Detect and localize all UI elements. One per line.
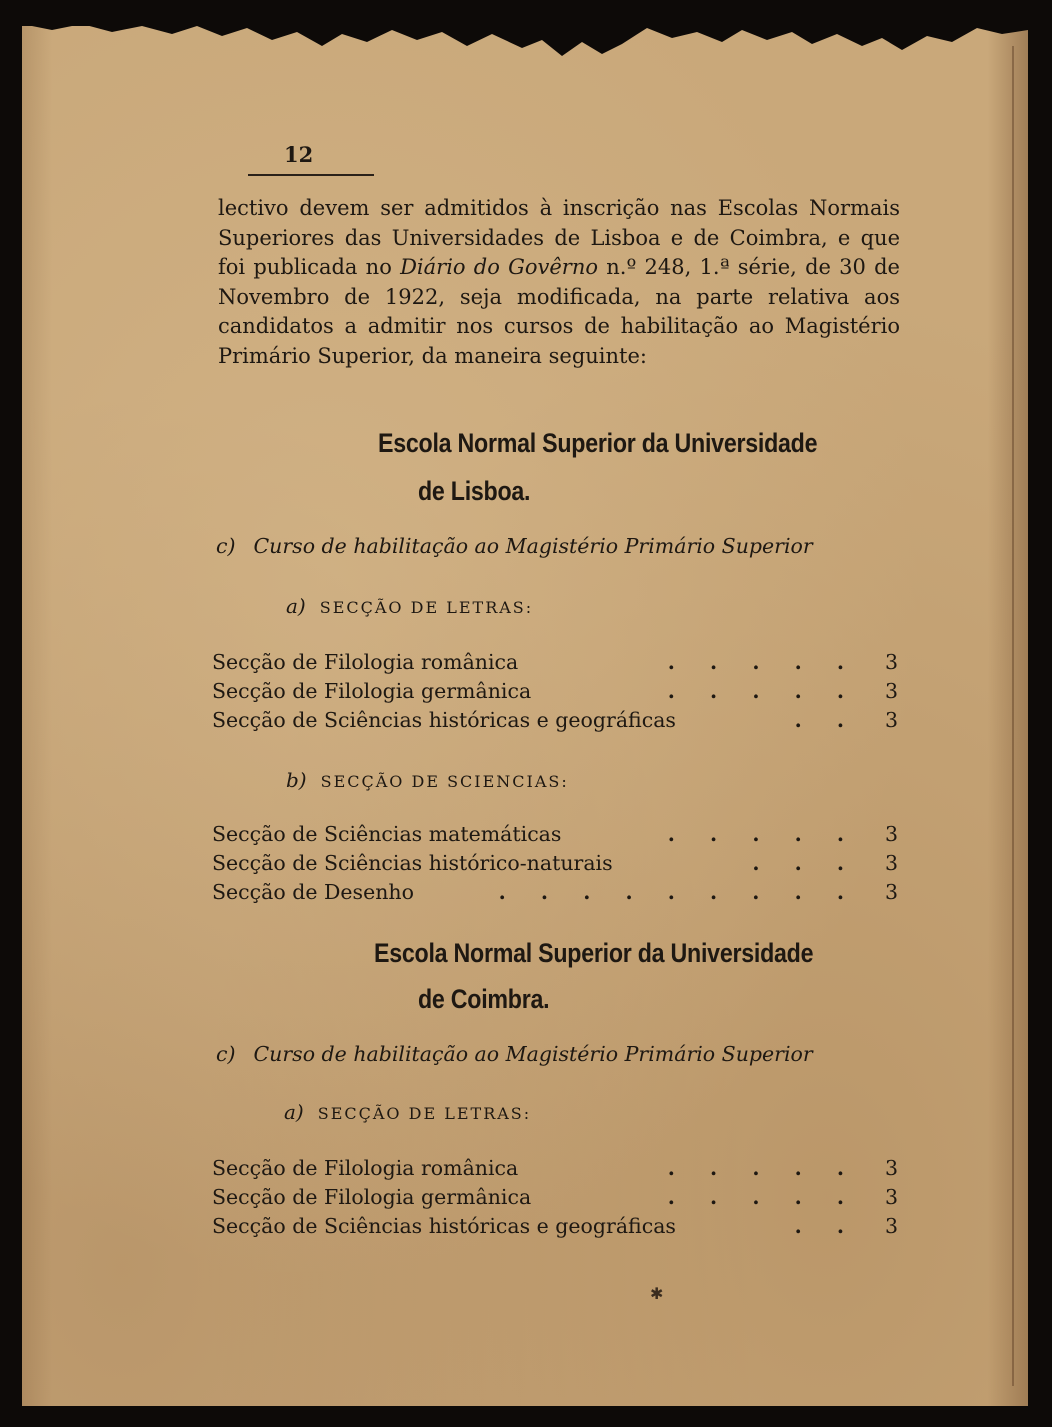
item-value: 3 (884, 708, 898, 732)
coimbra-letras-list (212, 1154, 898, 1241)
lisboa-heading-line1: Escola Normal Superior da Universidade (378, 428, 818, 458)
section-letter: b) (286, 768, 307, 792)
intro-paragraph (218, 194, 900, 371)
torn-top-edge (22, 20, 1028, 80)
section-letter: a) (286, 594, 306, 618)
lisboa-sciencias-list (212, 820, 898, 907)
list-item (212, 1183, 898, 1212)
lisboa-section-letras-title (286, 594, 533, 618)
item-value: 3 (884, 650, 898, 674)
item-label: Secção de Sciências matemáticas (212, 822, 562, 846)
list-item (212, 878, 898, 907)
item-label: Secção de Sciências histórico-naturais (212, 851, 613, 875)
ink-speck-mark: ✱ (650, 1284, 664, 1303)
lisboa-course-letter: c) (216, 534, 236, 558)
coimbra-heading-line1: Escola Normal Superior da Universidade (374, 938, 814, 968)
lisboa-heading-line2: de Lisboa. (418, 476, 531, 506)
list-item (212, 706, 898, 735)
dot-leader: . . . . . (667, 650, 858, 674)
list-item (212, 677, 898, 706)
lisboa-course-label: Curso de habilitação ao Magistério Primário Superior (253, 534, 813, 558)
item-label: Secção de Filologia românica (212, 1156, 519, 1180)
item-label: Secção de Sciências históricas e geográficas (212, 1214, 676, 1238)
item-label: Secção de Filologia germânica (212, 679, 532, 703)
dot-leader: . . . (752, 851, 858, 875)
page-fold-line (1012, 46, 1014, 1386)
coimbra-course-title (216, 1042, 813, 1066)
coimbra-course-label: Curso de habilitação ao Magistério Primário Superior (253, 1042, 813, 1066)
item-label: Secção de Desenho (212, 880, 414, 904)
item-value: 3 (884, 1185, 898, 1209)
page-number-rule (248, 174, 374, 176)
section-label: SECÇÃO DE LETRAS: (319, 598, 534, 617)
section-label: SECÇÃO DE LETRAS: (317, 1104, 532, 1123)
paragraph-text-start: lectivo devem ser admitidos à inscrição nas Escolas Normais Superiores das Universidades de Lisboa e de Coimbra, e que foi publicada no (218, 196, 900, 279)
paragraph-publication-title: Diário do Govêrno (400, 255, 599, 279)
list-item (212, 1154, 898, 1183)
list-item (212, 648, 898, 677)
lisboa-section-sciencias-title (286, 768, 569, 792)
dot-leader: . . (794, 1214, 858, 1238)
document-page (22, 26, 1028, 1406)
coimbra-course-letter: c) (216, 1042, 236, 1066)
dot-leader: . . . . . . . . . (498, 880, 858, 904)
item-value: 3 (884, 851, 898, 875)
lisboa-course-title (216, 534, 813, 558)
coimbra-heading-line2: de Coimbra. (418, 984, 550, 1014)
dot-leader: . . (794, 708, 858, 732)
item-value: 3 (884, 679, 898, 703)
item-label: Secção de Sciências históricas e geográficas (212, 708, 676, 732)
lisboa-letras-list (212, 648, 898, 735)
paragraph-text-end: n.º 248, 1.ª série, de 30 de Novembro de 1922, seja modificada, na parte relativa aos candidatos a admitir nos cursos de habilitação ao Magistério Primário Superior, da maneira seguinte: (218, 255, 900, 368)
item-value: 3 (884, 1214, 898, 1238)
dot-leader: . . . . . (667, 1185, 858, 1209)
list-item (212, 849, 898, 878)
page-number: 12 (284, 142, 314, 167)
dot-leader: . . . . . (667, 822, 858, 846)
item-value: 3 (884, 822, 898, 846)
item-label: Secção de Filologia românica (212, 650, 519, 674)
dot-leader: . . . . . (667, 1156, 858, 1180)
coimbra-section-letras-title (284, 1100, 531, 1124)
item-value: 3 (884, 1156, 898, 1180)
section-label: SECÇÃO DE SCIENCIAS: (320, 772, 569, 791)
item-value: 3 (884, 880, 898, 904)
item-label: Secção de Filologia germânica (212, 1185, 532, 1209)
section-letter: a) (284, 1100, 304, 1124)
list-item (212, 1212, 898, 1241)
dot-leader: . . . . . (667, 679, 858, 703)
list-item (212, 820, 898, 849)
